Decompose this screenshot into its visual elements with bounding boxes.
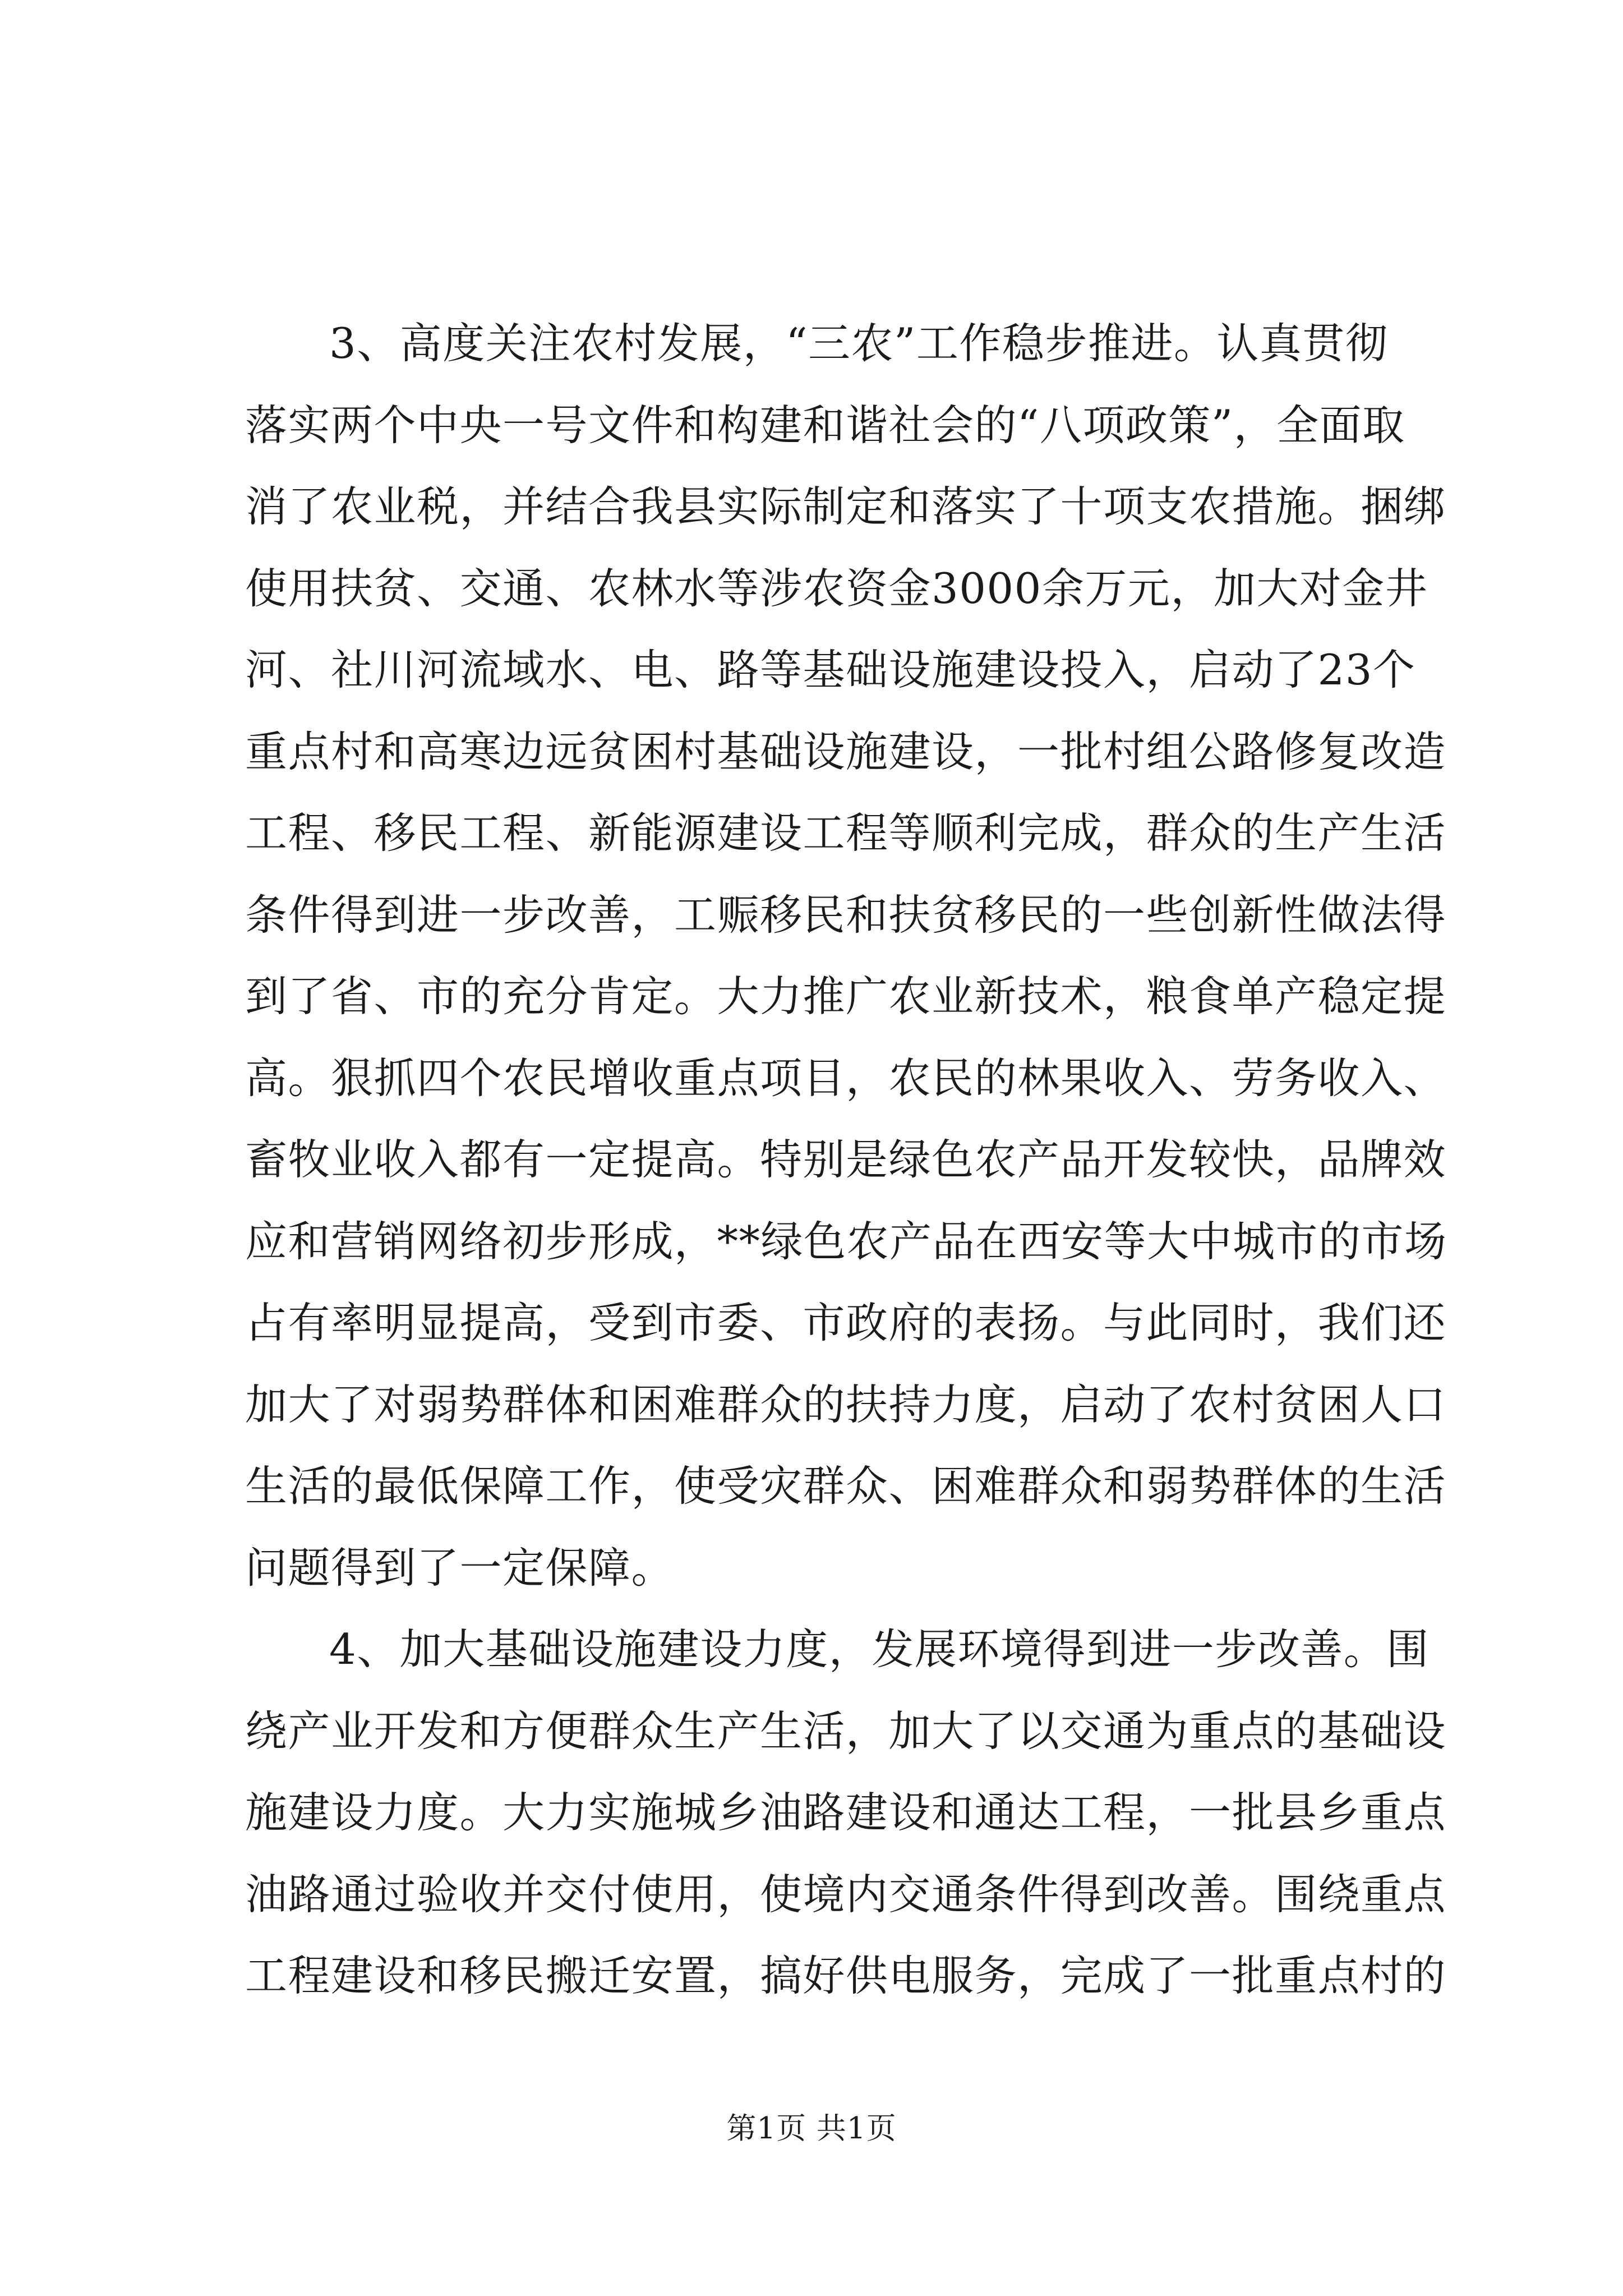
text-line: 生活的最低保障工作，使受灾群众、困难群众和弱势群体的生活 xyxy=(245,1461,1447,1511)
text-line: 到了省、市的充分肯定。大力推广农业新技术，粮食单产稳定提 xyxy=(245,972,1447,1021)
text-line: 河、社川河流域水、电、路等基础设施建设投入，启动了23个 xyxy=(245,645,1416,694)
text-line: 条件得到进一步改善，工赈移民和扶贫移民的一些创新性做法得 xyxy=(245,890,1447,940)
text-line: 高。狠抓四个农民增收重点项目，农民的林果收入、劳务收入、 xyxy=(245,1053,1447,1103)
text-line: 3、高度关注农村发展，“三农”工作稳步推进。认真贯彻 xyxy=(329,319,1389,368)
text-line: 绕产业开发和方便群众生产生活，加大了以交通为重点的基础设 xyxy=(245,1706,1447,1756)
text-line: 油路通过验收并交付使用，使境内交通条件得到改善。围绕重点 xyxy=(245,1869,1447,1919)
page-number: 第1页 共1页 xyxy=(726,2111,897,2146)
text-line: 应和营销网络初步形成，**绿色农产品在西安等大中城市的市场 xyxy=(245,1216,1447,1266)
text-line: 畜牧业收入都有一定提高。特别是绿色农产品开发较快，品牌效 xyxy=(245,1135,1447,1184)
document-body xyxy=(245,303,1447,2017)
text-line: 消了农业税，并结合我县实际制定和落实了十项支农措施。捆绑 xyxy=(245,482,1447,531)
text-line: 问题得到了一定保障。 xyxy=(245,1543,675,1593)
text-line: 工程、移民工程、新能源建设工程等顺利完成，群众的生产生活 xyxy=(245,808,1447,858)
text-line: 施建设力度。大力实施城乡油路建设和通达工程，一批县乡重点 xyxy=(245,1788,1447,1837)
text-line: 工程建设和移民搬迁安置，搞好供电服务，完成了一批重点村的 xyxy=(245,1951,1447,2000)
paragraph-3 xyxy=(245,303,1447,1609)
text-line: 落实两个中央一号文件和构建和谐社会的“八项政策”，全面取 xyxy=(245,400,1405,450)
text-line: 占有率明显提高，受到市委、市政府的表扬。与此同时，我们还 xyxy=(245,1298,1447,1347)
text-line: 4、加大基础设施建设力度，发展环境得到进一步改善。围 xyxy=(329,1625,1430,1674)
text-line: 加大了对弱势群体和困难群众的扶持力度，启动了农村贫困人口 xyxy=(245,1379,1447,1429)
text-line: 使用扶贫、交通、农林水等涉农资金3000余万元，加大对金井 xyxy=(245,563,1428,613)
page-footer xyxy=(0,2109,1623,2148)
text-line: 重点村和高寒边远贫困村基础设施建设，一批村组公路修复改造 xyxy=(245,726,1447,776)
paragraph-4 xyxy=(245,1609,1447,2017)
